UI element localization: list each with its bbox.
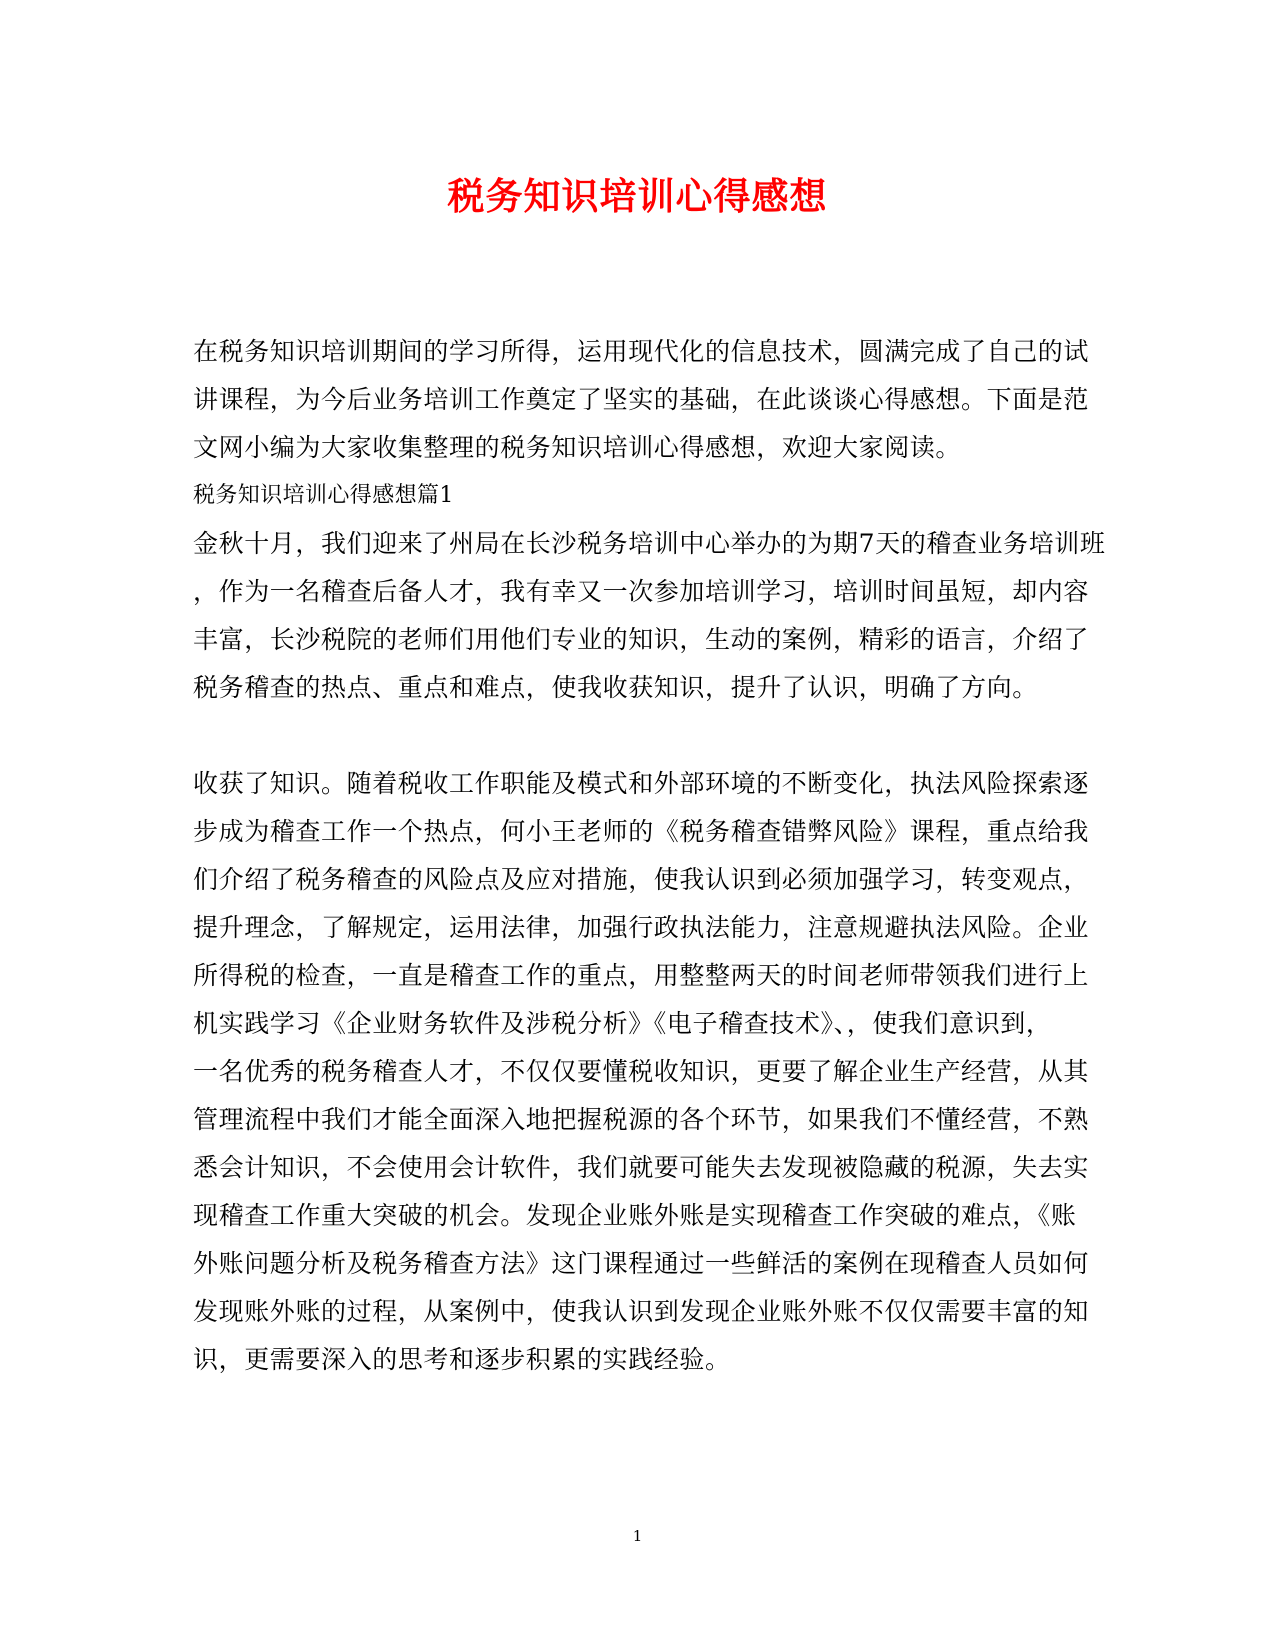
paragraph-line: 识，更需要深入的思考和逐步积累的实践经验。 — [193, 1345, 731, 1374]
paragraph-spacer — [193, 712, 1078, 760]
paragraph-line: 现稽查工作重大突破的机会。发现企业账外账是实现稽查工作突破的难点，《账 — [193, 1201, 1077, 1230]
paragraph-line: ，作为一名稽查后备人才，我有幸又一次参加培训学习，培训时间虽短，却内容 — [193, 577, 1090, 606]
paragraph-1 — [193, 520, 1106, 712]
paragraph-line: 管理流程中我们才能全面深入地把握税源的各个环节，如果我们不懂经营，不熟 — [193, 1105, 1090, 1134]
paragraph-line: 提升理念，了解规定，运用法律，加强行政执法能力，注意规避执法风险。企业 — [193, 913, 1090, 942]
paragraph-line: 外账问题分析及税务稽查方法》这门课程通过一些鲜活的案例在现稽查人员如何 — [193, 1249, 1090, 1278]
paragraph-line: 机实践学习《企业财务软件及涉税分析》《电子稽查技术》、，使我们意识到， — [193, 1009, 1052, 1038]
paragraph-line: 丰富，长沙税院的老师们用他们专业的知识，生动的案例，精彩的语言，介绍了 — [193, 625, 1090, 654]
intro-line: 讲课程，为今后业务培训工作奠定了坚实的基础，在此谈谈心得感想。下面是范 — [193, 385, 1090, 414]
section-heading: 税务知识培训心得感想篇1 — [193, 483, 454, 508]
paragraph-line: 所得税的检查，一直是稽查工作的重点，用整整两天的时间老师带领我们进行上 — [193, 961, 1090, 990]
intro-line: 在税务知识培训期间的学习所得，运用现代化的信息技术，圆满完成了自己的试 — [193, 337, 1090, 366]
paragraph-line: 金秋十月，我们迎来了州局在长沙税务培训中心举办的为期7天的稽查业务培训班 — [193, 529, 1106, 558]
intro-paragraph — [193, 328, 1090, 472]
paragraph-line: 们介绍了税务稽查的风险点及应对措施，使我认识到必须加强学习，转变观点， — [193, 865, 1090, 894]
page-number: 1 — [632, 1527, 643, 1545]
paragraph-line: 一名优秀的税务稽查人才，不仅仅要懂税收知识，更要了解企业生产经营，从其 — [193, 1057, 1090, 1086]
intro-line: 文网小编为大家收集整理的税务知识培训心得感想，欢迎大家阅读。 — [193, 433, 962, 462]
page-title: 税务知识培训心得感想 — [447, 174, 828, 218]
paragraph-line: 步成为稽查工作一个热点，何小王老师的《税务稽查错弊风险》课程，重点给我 — [193, 817, 1090, 846]
document-body — [193, 328, 1106, 1384]
paragraph-line: 收获了知识。随着税收工作职能及模式和外部环境的不断变化，执法风险探索逐 — [193, 769, 1090, 798]
paragraph-line: 发现账外账的过程，从案例中，使我认识到发现企业账外账不仅仅需要丰富的知 — [193, 1297, 1090, 1326]
paragraph-line: 税务稽查的热点、重点和难点，使我收获知识，提升了认识，明确了方向。 — [193, 673, 1038, 702]
paragraph-line: 悉会计知识，不会使用会计软件，我们就要可能失去发现被隐藏的税源，失去实 — [193, 1153, 1090, 1182]
paragraph-2 — [193, 760, 1090, 1384]
